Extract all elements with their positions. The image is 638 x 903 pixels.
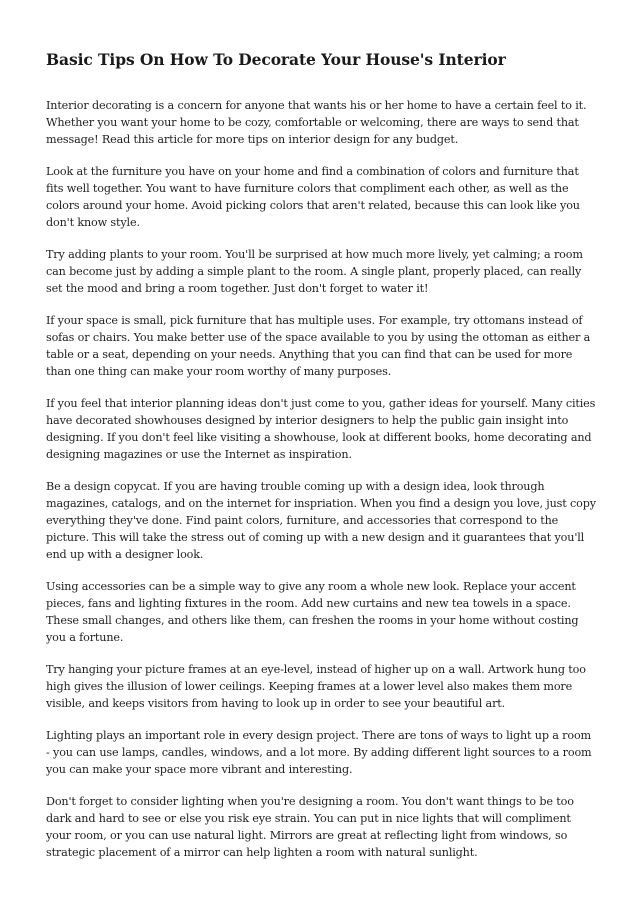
document-page	[46, 50, 596, 876]
paragraph-lighting-consider: Don't forget to consider lighting when you're designing a room. You don't want things to be too dark and hard to see or else you risk eye strain. You can put in nice lights that will compliment your room, or you can use natural light. Mirrors are great at reflecting light from windows, so strategic placement of a mirror can help lighten a room with natural sunlight.	[46, 795, 574, 859]
paragraph-design-copycat: Be a design copycat. If you are having trouble coming up with a design idea, look through magazines, catalogs, and on the internet for inspriation. When you find a design you love, just copy everything they've done. Find paint colors, furniture, and accessories that correspond to the picture. This will take the stress out of coming up with a new design and it guarantees that you'll end up with a designer look.	[46, 480, 596, 561]
paragraph-multi-use-furniture: If your space is small, pick furniture that has multiple uses. For example, try ottomans instead of sofas or chairs. You make better use of the space available to you by using the ottoman as either a table or a seat, depending on your needs. Anything that you can find that can be used for more than one thing can make your room worthy of many purposes.	[46, 314, 591, 378]
paragraph-showhouses: If you feel that interior planning ideas don't just come to you, gather ideas for yourself. Many cities have decorated showhouses designed by interior designers to help the public gain insight into designing. If you don't feel like visiting a showhouse, look at different books, home decorating and designing magazines or use the Internet as inspiration.	[46, 397, 596, 461]
paragraph-furniture-colors: Look at the furniture you have on your home and find a combination of colors and furniture that fits well together. You want to have furniture colors that compliment each other, as well as the colors around your home. Avoid picking colors that aren't related, because this can look like you don't know style.	[46, 165, 580, 229]
paragraph-lighting-role: Lighting plays an important role in every design project. There are tons of ways to light up a room - you can use lamps, candles, windows, and a lot more. By adding different light sources to a room you can make your space more vibrant and interesting.	[46, 729, 592, 776]
paragraph-accessories: Using accessories can be a simple way to give any room a whole new look. Replace your accent pieces, fans and lighting fixtures in the room. Add new curtains and new tea towels in a space. These small changes, and others like them, can freshen the rooms in your home without costing you a fortune.	[46, 580, 579, 644]
paragraph-intro: Interior decorating is a concern for anyone that wants his or her home to have a certain feel to it. Whether you want your home to be cozy, comfortable or welcoming, there are ways to send that message! Read this article for more tips on interior design for any budget.	[46, 99, 587, 146]
paragraph-plants: Try adding plants to your room. You'll be surprised at how much more lively, yet calming; a room can become just by adding a simple plant to the room. A single plant, properly placed, can really set the mood and bring a room together. Just don't forget to water it!	[46, 248, 583, 295]
paragraph-picture-frames: Try hanging your picture frames at an eye-level, instead of higher up on a wall. Artwork hung too high gives the illusion of lower ceilings. Keeping frames at a lower level also makes them more visible, and keeps visitors from having to look up in order to see your beautiful art.	[46, 663, 586, 710]
page-title: Basic Tips On How To Decorate Your House's Interior	[46, 50, 506, 69]
